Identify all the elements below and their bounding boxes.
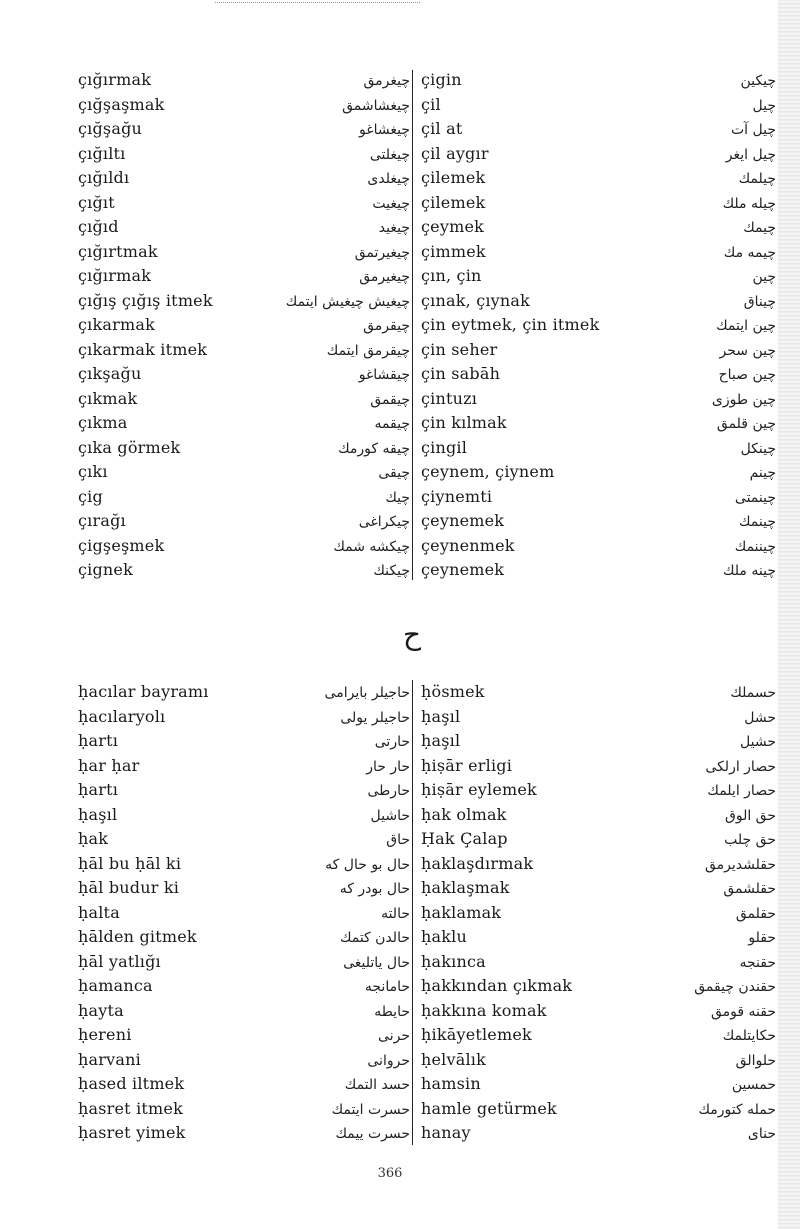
- entry-ottoman-script: چین سحر: [719, 342, 776, 359]
- entry-ottoman-script: حسرت ییمك: [335, 1126, 410, 1142]
- dictionary-entry: [421, 289, 776, 314]
- entry-ottoman-script: چیناق: [743, 293, 776, 310]
- entry-transliteration: ḥereni: [78, 1025, 132, 1044]
- entry-ottoman-script: حصار ارلكی: [705, 758, 776, 775]
- entry-transliteration: çil: [421, 94, 441, 114]
- entry-transliteration: Ḥak Çalap: [421, 829, 508, 848]
- entry-transliteration: ḥak olmak: [421, 804, 507, 824]
- dictionary-entry: [78, 313, 410, 338]
- entry-transliteration: ḥālden gitmek: [78, 927, 197, 946]
- dictionary-entry: [421, 362, 776, 387]
- column-right: [421, 68, 776, 583]
- dictionary-entry: [78, 1097, 410, 1122]
- entry-transliteration: ḥarvani: [78, 1049, 141, 1069]
- entry-transliteration: ḥartı: [78, 731, 119, 750]
- entry-transliteration: ḥar ḥar: [78, 755, 140, 775]
- dictionary-entry: [78, 1121, 410, 1146]
- dictionary-entry: [78, 264, 410, 289]
- entry-ottoman-script: چیغیت: [372, 195, 410, 212]
- entry-transliteration: çığşaşmak: [78, 94, 165, 114]
- dictionary-entry: [421, 803, 776, 828]
- entry-transliteration: ḥacılaryolı: [78, 706, 166, 726]
- entry-transliteration: ḥasret itmek: [78, 1098, 183, 1118]
- column-left: [78, 68, 410, 583]
- dictionary-entry: [78, 215, 410, 240]
- dictionary-entry: [78, 1048, 410, 1073]
- entry-ottoman-script: چیله ملك: [722, 195, 776, 212]
- entry-ottoman-script: حمله كتورمك: [698, 1101, 776, 1118]
- entry-transliteration: ḥartı: [78, 780, 119, 799]
- entry-ottoman-script: چیغیش چیغیش ایتمك: [285, 293, 410, 310]
- entry-transliteration: çığıt: [78, 192, 115, 212]
- dictionary-entry: [421, 485, 776, 510]
- dictionary-entry: [78, 827, 410, 852]
- entry-transliteration: ḥaklamak: [421, 902, 502, 922]
- dictionary-entry: [421, 215, 776, 240]
- column-right: [421, 680, 776, 1146]
- entry-transliteration: ḥaşıl: [421, 731, 461, 750]
- entry-ottoman-script: چیمك: [743, 220, 776, 236]
- entry-transliteration: çin sabāh: [421, 364, 501, 383]
- dictionary-entry: [78, 534, 410, 559]
- entry-transliteration: çıkı: [78, 462, 108, 481]
- entry-transliteration: çıkşağu: [78, 364, 142, 383]
- entry-transliteration: ḥakınca: [421, 951, 486, 971]
- entry-transliteration: çigin: [421, 70, 462, 89]
- entry-ottoman-script: چین صباح: [718, 367, 776, 383]
- entry-ottoman-script: حنای: [747, 1126, 776, 1142]
- entry-ottoman-script: چیكین: [740, 73, 776, 89]
- entry-ottoman-script: حكایتلمك: [722, 1028, 776, 1044]
- entry-transliteration: ḥösmek: [421, 682, 485, 701]
- entry-ottoman-script: حسرت ایتمك: [331, 1101, 410, 1118]
- entry-ottoman-script: چیغرمق: [363, 73, 410, 89]
- entry-transliteration: çimmek: [421, 241, 486, 261]
- entry-ottoman-script: حال یاتلیغی: [343, 954, 410, 971]
- entry-ottoman-script: حقلشدیرمق: [704, 856, 776, 873]
- dictionary-entry: [78, 558, 410, 583]
- entry-ottoman-script: حال بو حال كه: [325, 856, 410, 873]
- dictionary-entry: [78, 852, 410, 877]
- entry-ottoman-script: حلوالق: [735, 1052, 776, 1069]
- dictionary-entry: [78, 460, 410, 485]
- entry-ottoman-script: حال بودر كه: [339, 881, 410, 897]
- dictionary-entry: [421, 1121, 776, 1146]
- entry-transliteration: ḥamanca: [78, 976, 153, 995]
- entry-ottoman-script: چیننمك: [734, 538, 776, 555]
- entry-ottoman-script: چیقرمق: [363, 318, 410, 334]
- dictionary-entry: [78, 411, 410, 436]
- entry-transliteration: ḥased iltmek: [78, 1074, 185, 1093]
- column-divider: [412, 680, 413, 1145]
- entry-ottoman-script: حاجیلر بایرامی: [324, 685, 410, 701]
- entry-transliteration: hamsin: [421, 1074, 481, 1093]
- entry-transliteration: ḥāl yatlığı: [78, 951, 161, 971]
- entry-ottoman-script: چین قلمق: [716, 416, 776, 432]
- entry-ottoman-script: چیقشاغو: [358, 367, 410, 383]
- entry-transliteration: çıkma: [78, 413, 128, 432]
- dictionary-entry: [421, 999, 776, 1024]
- dictionary-entry: [421, 778, 776, 803]
- entry-ottoman-script: حار حار: [366, 758, 410, 775]
- dictionary-entry: [421, 240, 776, 265]
- entry-ottoman-script: چیغشاشمق: [342, 97, 410, 114]
- entry-transliteration: çığırtmak: [78, 241, 158, 261]
- entry-transliteration: ḥakkından çıkmak: [421, 976, 573, 995]
- entry-transliteration: çeynenmek: [421, 535, 515, 555]
- dictionary-entry: [78, 387, 410, 412]
- entry-ottoman-script: چیغلدی: [367, 171, 410, 187]
- entry-transliteration: ḥaklaşdırmak: [421, 853, 534, 873]
- entry-transliteration: çin kılmak: [421, 413, 507, 432]
- section-heading-letter: ح: [402, 618, 422, 651]
- entry-transliteration: çilemek: [421, 168, 486, 187]
- entry-ottoman-script: چیل ایغر: [725, 146, 776, 163]
- entry-transliteration: çiynemti: [421, 486, 493, 506]
- entry-transliteration: çığış çığış itmek: [78, 290, 213, 310]
- dictionary-entry: [78, 166, 410, 191]
- entry-ottoman-script: چیل: [752, 97, 776, 114]
- entry-ottoman-script: چیغید: [378, 220, 410, 236]
- entry-ottoman-script: حارتی: [374, 734, 410, 750]
- dictionary-entry: [421, 1048, 776, 1073]
- dictionary-entry: [421, 68, 776, 93]
- dictionary-entry: [421, 558, 776, 583]
- dictionary-entry: [78, 1072, 410, 1097]
- dictionary-entry: [421, 166, 776, 191]
- entry-ottoman-script: چیغیرمق: [359, 269, 410, 285]
- entry-ottoman-script: حالته: [381, 905, 410, 922]
- dictionary-entry: [78, 999, 410, 1024]
- entry-transliteration: çığırmak: [78, 266, 152, 285]
- entry-ottoman-script: حاق: [386, 832, 410, 848]
- entry-ottoman-script: چینكل: [740, 440, 776, 457]
- dictionary-entry: [421, 142, 776, 167]
- dictionary-entry: [78, 338, 410, 363]
- entry-transliteration: ḥacılar bayramı: [78, 682, 209, 701]
- dictionary-entry: [78, 93, 410, 118]
- page-edge-shadow: [778, 0, 800, 1229]
- dictionary-entry: [421, 754, 776, 779]
- entry-transliteration: ḥikāyetlemek: [421, 1025, 532, 1044]
- entry-transliteration: çigşeşmek: [78, 535, 165, 555]
- dictionary-entry: [78, 68, 410, 93]
- entry-ottoman-script: حصار ایلمك: [707, 783, 776, 799]
- entry-ottoman-script: حایطه: [374, 1003, 410, 1020]
- dictionary-entry: [421, 436, 776, 461]
- dictionary-entry: [78, 876, 410, 901]
- entry-ottoman-script: حارطی: [367, 783, 410, 799]
- dictionary-entry: [78, 729, 410, 754]
- entry-ottoman-script: چیغلتی: [369, 146, 410, 163]
- entry-ottoman-script: چیغشاغو: [359, 122, 410, 138]
- entry-ottoman-script: چین طوزی: [711, 391, 776, 408]
- entry-ottoman-script: چیمه مك: [723, 244, 776, 261]
- entry-ottoman-script: چین ایتمك: [716, 318, 776, 334]
- dictionary-entry: [78, 803, 410, 828]
- dictionary-entry: [421, 729, 776, 754]
- entry-transliteration: ḥāl budur ki: [78, 878, 180, 897]
- entry-ottoman-script: چیقی: [378, 465, 410, 481]
- entry-transliteration: ḥāl bu ḥāl ki: [78, 853, 182, 873]
- entry-ottoman-script: چیقمه: [374, 416, 410, 432]
- entry-ottoman-script: حسملك: [730, 685, 776, 701]
- dictionary-entry: [421, 925, 776, 950]
- dictionary-entry: [78, 950, 410, 975]
- entry-ottoman-script: حقنجه: [739, 954, 776, 971]
- dictionary-entry: [421, 313, 776, 338]
- dictionary-entry: [421, 93, 776, 118]
- dictionary-entry: [78, 705, 410, 730]
- dictionary-entry: [78, 191, 410, 216]
- entry-ottoman-script: حقلشمق: [723, 881, 776, 897]
- dictionary-entry: [421, 387, 776, 412]
- entry-transliteration: çığırmak: [78, 70, 152, 89]
- entry-transliteration: çig: [78, 486, 103, 506]
- entry-ottoman-script: چینمتی: [734, 489, 776, 506]
- entry-transliteration: çeynemek: [421, 560, 505, 579]
- column-left: [78, 680, 410, 1146]
- entry-transliteration: çıka görmek: [78, 437, 181, 457]
- entry-transliteration: ḥalta: [78, 902, 120, 922]
- entry-transliteration: çilemek: [421, 192, 486, 212]
- dictionary-entry: [421, 534, 776, 559]
- entry-ottoman-script: حسد التمك: [344, 1077, 410, 1093]
- dictionary-entry: [78, 680, 410, 705]
- dictionary-entry: [78, 778, 410, 803]
- dictionary-entry: [78, 142, 410, 167]
- dictionary-entry: [78, 362, 410, 387]
- entry-transliteration: hanay: [421, 1123, 471, 1142]
- entry-transliteration: çığıltı: [78, 143, 126, 163]
- entry-ottoman-script: حرنی: [378, 1028, 410, 1044]
- dictionary-entry: [421, 117, 776, 142]
- dictionary-entry: [78, 509, 410, 534]
- entry-ottoman-script: چینمك: [739, 514, 776, 530]
- entry-transliteration: ḥaşıl: [421, 706, 461, 726]
- dictionary-entry: [78, 117, 410, 142]
- entry-ottoman-script: حروانی: [367, 1052, 410, 1069]
- entry-ottoman-script: چیغیرتمق: [354, 244, 410, 261]
- dictionary-entry: [421, 950, 776, 975]
- dictionary-entry: [421, 852, 776, 877]
- entry-transliteration: çıkarmak: [78, 315, 155, 334]
- entry-transliteration: ḥaklu: [421, 927, 467, 946]
- entry-ottoman-script: چیكنك: [373, 563, 410, 579]
- entry-ottoman-script: حقنه قومق: [710, 1003, 776, 1020]
- entry-transliteration: çil aygır: [421, 143, 489, 163]
- entry-ottoman-script: چیكراغی: [358, 514, 410, 530]
- dictionary-entry: [421, 338, 776, 363]
- entry-transliteration: ḥelvālık: [421, 1049, 486, 1069]
- entry-ottoman-script: چیقرمق ایتمك: [326, 342, 410, 359]
- dictionary-entry: [78, 289, 410, 314]
- dictionary-entry: [421, 1097, 776, 1122]
- entry-transliteration: ḥaşıl: [78, 804, 118, 824]
- entry-ottoman-script: حشیل: [740, 734, 776, 750]
- entry-transliteration: çeynemek: [421, 511, 505, 530]
- entry-transliteration: çıkarmak itmek: [78, 339, 208, 359]
- entry-ottoman-script: حقندن چیقمق: [694, 979, 776, 995]
- entry-transliteration: ḥaklaşmak: [421, 878, 510, 897]
- dictionary-entry: [421, 876, 776, 901]
- entry-transliteration: ḥiṣār eylemek: [421, 780, 537, 799]
- dictionary-entry: [78, 925, 410, 950]
- dictionary-entry: [78, 485, 410, 510]
- dictionary-entry: [421, 827, 776, 852]
- entry-transliteration: ḥayta: [78, 1000, 124, 1020]
- dictionary-entry: [421, 191, 776, 216]
- dictionary-entry: [421, 460, 776, 485]
- dictionary-entry: [421, 1072, 776, 1097]
- dictionary-entry: [421, 1023, 776, 1048]
- entry-transliteration: çığıd: [78, 217, 119, 236]
- entry-ottoman-script: چیكشه شمك: [333, 538, 410, 555]
- entry-transliteration: ḥiṣār erligi: [421, 755, 513, 775]
- entry-transliteration: çin eytmek, çin itmek: [421, 315, 600, 334]
- top-scan-mark: [215, 2, 420, 6]
- dictionary-entry: [421, 705, 776, 730]
- column-divider: [412, 70, 413, 580]
- entry-ottoman-script: حمسین: [731, 1077, 776, 1093]
- entry-ottoman-script: چیك: [385, 489, 410, 506]
- entry-transliteration: çingil: [421, 437, 468, 457]
- entry-transliteration: çin seher: [421, 339, 498, 359]
- entry-ottoman-script: حقلو: [748, 930, 776, 946]
- dictionary-entry: [421, 680, 776, 705]
- dictionary-entry: [78, 901, 410, 926]
- entry-ottoman-script: حامانجه: [364, 979, 410, 995]
- entry-ottoman-script: چیل آت: [730, 122, 776, 138]
- entry-ottoman-script: چیقه كورمك: [338, 440, 410, 457]
- entry-transliteration: ḥakkına komak: [421, 1000, 547, 1020]
- entry-ottoman-script: حق چلب: [724, 832, 776, 848]
- entry-transliteration: ḥak: [78, 829, 109, 848]
- entry-ottoman-script: حشل: [744, 709, 776, 726]
- entry-transliteration: çın, çin: [421, 266, 482, 285]
- entry-transliteration: çınak, çıynak: [421, 290, 531, 310]
- dictionary-entry: [78, 754, 410, 779]
- dictionary-entry: [78, 1023, 410, 1048]
- entry-transliteration: çıkmak: [78, 388, 138, 408]
- entry-ottoman-script: حقلمق: [735, 905, 776, 922]
- entry-transliteration: çeynem, çiynem: [421, 462, 555, 481]
- entry-ottoman-script: چین: [752, 269, 776, 285]
- entry-ottoman-script: حاجیلر یولی: [340, 709, 410, 726]
- entry-transliteration: çığşağu: [78, 119, 143, 138]
- page-number: 366: [377, 1166, 403, 1181]
- entry-transliteration: çığıldı: [78, 168, 130, 187]
- dictionary-entry: [421, 411, 776, 436]
- entry-ottoman-script: حالدن كتمك: [339, 930, 410, 946]
- entry-ottoman-script: چیقمق: [370, 391, 410, 408]
- entry-ottoman-script: حاشیل: [370, 807, 410, 824]
- entry-ottoman-script: حق الوق: [724, 807, 776, 824]
- dictionary-entry: [421, 901, 776, 926]
- entry-ottoman-script: چینه ملك: [723, 563, 776, 579]
- dictionary-entry: [421, 974, 776, 999]
- dictionary-entry: [78, 240, 410, 265]
- entry-transliteration: çil at: [421, 119, 463, 138]
- entry-transliteration: hamle getürmek: [421, 1098, 557, 1118]
- entry-transliteration: çignek: [78, 560, 133, 579]
- dictionary-entry: [78, 974, 410, 999]
- entry-transliteration: çintuzı: [421, 388, 478, 408]
- entry-ottoman-script: چینم: [749, 465, 776, 481]
- entry-ottoman-script: چیلمك: [738, 171, 776, 187]
- entry-transliteration: ḥasret yimek: [78, 1123, 186, 1142]
- dictionary-entry: [78, 436, 410, 461]
- dictionary-entry: [421, 264, 776, 289]
- entry-transliteration: çırağı: [78, 511, 126, 530]
- dictionary-entry: [421, 509, 776, 534]
- entry-transliteration: çeymek: [421, 217, 485, 236]
